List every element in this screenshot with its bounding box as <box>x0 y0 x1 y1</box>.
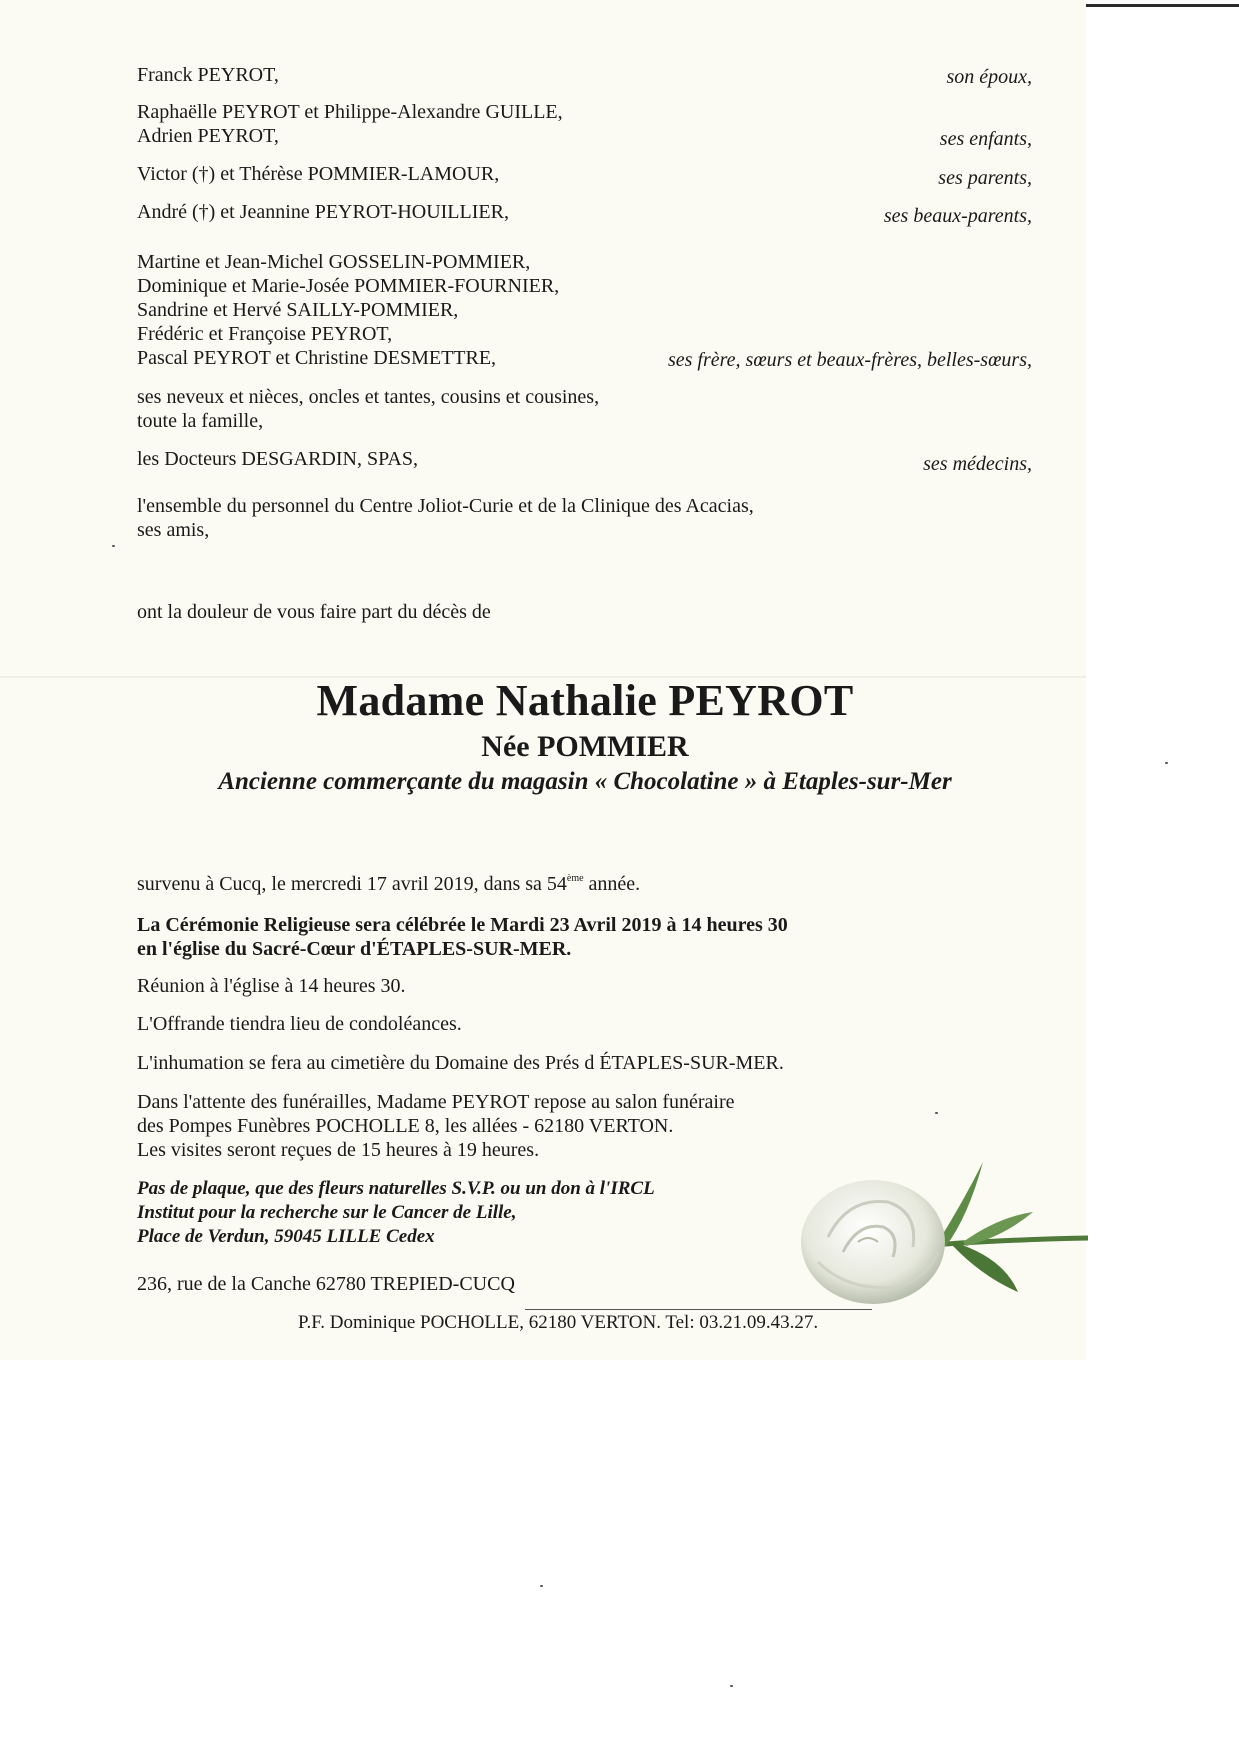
burial-text: L'inhumation se fera au cimetière du Domaine des Prés d ÉTAPLES-SUR-MER. <box>137 1052 784 1074</box>
husband-names: Franck PEYROT, <box>137 64 279 86</box>
sibling-line: Frédéric et Françoise PEYROT, <box>137 323 393 345</box>
doctors-names: les Docteurs DESGARDIN, SPAS, <box>137 448 418 470</box>
flowers-line: Pas de plaque, que des fleurs naturelles S.V.P. ou un don à l'IRCL <box>137 1178 655 1199</box>
viewing-details <box>137 1090 734 1162</box>
husband-relation: son époux, <box>946 66 1032 88</box>
meeting-text: Réunion à l'église à 14 heures 30. <box>137 975 406 997</box>
offering-text: L'Offrande tiendra lieu de condoléances. <box>137 1013 462 1035</box>
ceremony-line: La Cérémonie Religieuse sera célébrée le Mardi 23 Avril 2019 à 14 heures 30 <box>137 914 788 936</box>
parents-relation: ses parents, <box>938 167 1032 189</box>
staff-line: ses amis, <box>137 519 210 541</box>
extended-line: toute la famille, <box>137 410 264 432</box>
extended-line: ses neveux et nièces, oncles et tantes, cousins et cousines, <box>137 386 600 408</box>
family-extended <box>137 385 599 433</box>
children-line: Adrien PEYROT, <box>137 125 279 147</box>
death-text-end: année. <box>583 873 641 895</box>
doctors-relation: ses médecins, <box>923 453 1032 475</box>
funeral-home-text: P.F. Dominique POCHOLLE, 62180 VERTON. Tel: 03.21.09.43.27. <box>298 1312 819 1333</box>
children-relation: ses enfants, <box>939 128 1032 150</box>
family-staff <box>137 494 754 542</box>
rose-bloom <box>801 1180 945 1304</box>
sibling-line: Dominique et Marie-Josée POMMIER-FOURNIER, <box>137 275 560 297</box>
deceased-name: Madame Nathalie PEYROT <box>316 676 854 725</box>
sibling-line: Martine et Jean-Michel GOSSELIN-POMMIER, <box>137 251 531 273</box>
death-details <box>137 872 640 896</box>
ceremony-line: en l'église du Sacré-Cœur d'ÉTAPLES-SUR-MER. <box>137 938 572 960</box>
flowers-line: Place de Verdun, 59045 LILLE Cedex <box>137 1226 435 1247</box>
sibling-line: Pascal PEYROT et Christine DESMETTRE, <box>137 347 497 369</box>
scan-edge-line <box>1086 4 1239 7</box>
deceased-maiden-name: Née POMMIER <box>481 730 689 763</box>
scan-speck <box>1165 762 1168 764</box>
children-names <box>137 100 563 148</box>
scan-speck <box>540 1585 543 1587</box>
in-laws-names: André (†) et Jeannine PEYROT-HOUILLIER, <box>137 201 509 223</box>
in-laws-relation: ses beaux-parents, <box>883 205 1032 227</box>
children-line: Raphaëlle PEYROT et Philippe-Alexandre GUILLE, <box>137 101 563 123</box>
death-ordinal-suffix: ème <box>566 873 584 884</box>
scan-speck <box>935 1112 938 1114</box>
siblings-relation: ses frère, sœurs et beaux-frères, belles-sœurs, <box>667 349 1032 371</box>
ceremony-details <box>137 913 788 961</box>
scan-speck <box>112 545 115 547</box>
staff-line: l'ensemble du personnel du Centre Joliot-Curie et de la Clinique des Acacias, <box>137 495 754 517</box>
siblings-names <box>137 250 559 370</box>
scan-speck <box>730 1685 733 1687</box>
announcement-text: ont la douleur de vous faire part du décès de <box>137 601 491 623</box>
deceased-occupation: Ancienne commerçante du magasin « Chocolatine » à Etaples-sur-Mer <box>218 768 952 795</box>
viewing-line: Dans l'attente des funérailles, Madame PEYROT repose au salon funéraire <box>137 1091 735 1113</box>
parents-names: Victor (†) et Thérèse POMMIER-LAMOUR, <box>137 163 500 185</box>
viewing-line: Les visites seront reçues de 15 heures à 19 heures. <box>137 1139 540 1161</box>
viewing-line: des Pompes Funèbres POCHOLLE 8, les allées - 62180 VERTON. <box>137 1115 674 1137</box>
death-text: survenu à Cucq, le mercredi 17 avril 2019, dans sa 54 <box>137 873 567 895</box>
address-text: 236, rue de la Canche 62780 TREPIED-CUCQ <box>137 1273 515 1295</box>
flowers-line: Institut pour la recherche sur le Cancer de Lille, <box>137 1202 517 1223</box>
sibling-line: Sandrine et Hervé SAILLY-POMMIER, <box>137 299 459 321</box>
white-rose-image <box>788 1142 1088 1322</box>
flowers-note <box>137 1177 655 1249</box>
rose-leaf <box>953 1242 1018 1292</box>
